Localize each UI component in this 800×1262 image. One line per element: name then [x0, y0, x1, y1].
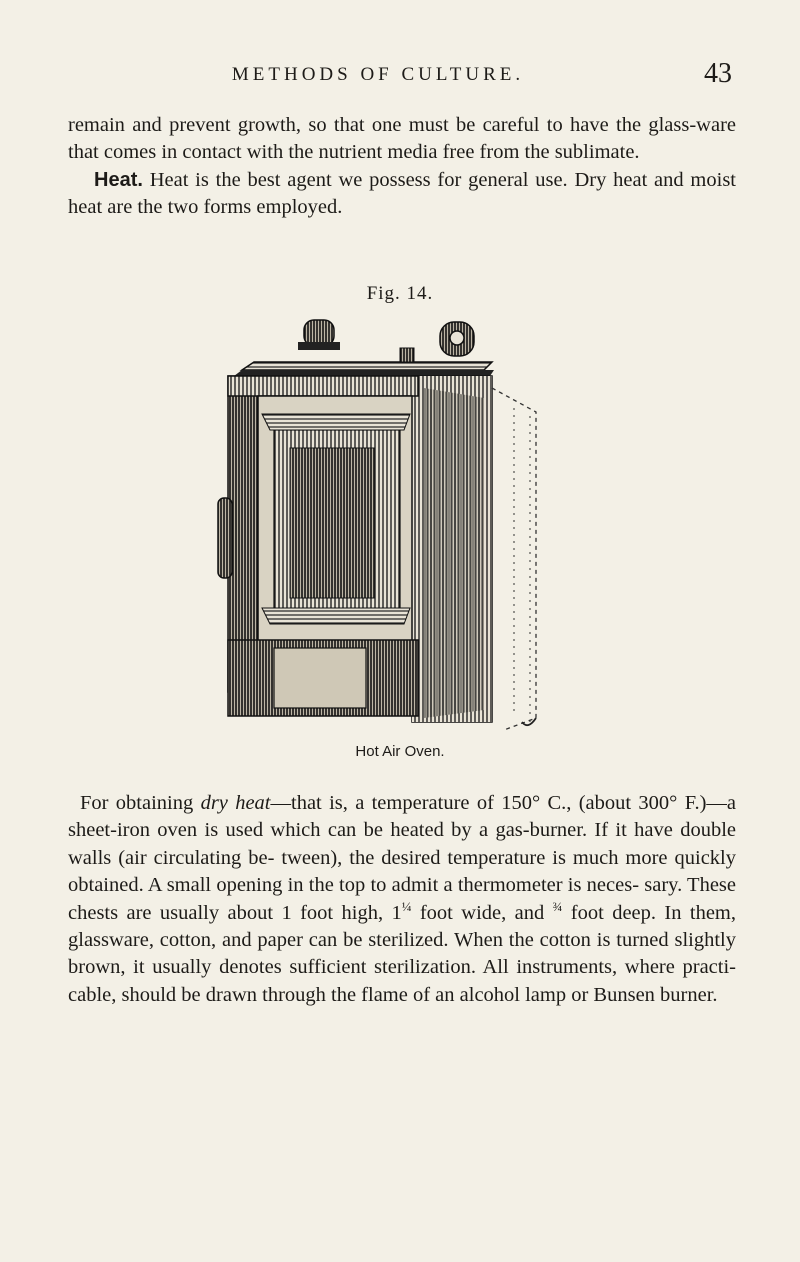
italic-term: dry heat — [200, 792, 271, 814]
paragraph-text: For obtaining — [80, 792, 201, 814]
paragraph-dry-heat — [68, 790, 736, 1009]
paragraph-text: foot deep. In them, glassware, cotton, and paper can be sterilized. When the cotton is turned slightly brown, it usually denotes sufficient sterilization. All instruments, where practi- cable, should be drawn through the flame of an alcohol lamp or Bunsen burner. — [68, 901, 736, 1006]
fraction-three-quarters: ¾ — [552, 898, 563, 914]
paragraph-text: remain and prevent growth, so that one must be careful to have the glass-ware that comes in contact with the nutrient media free from the sublimate. — [68, 114, 736, 164]
hot-air-oven-illustration — [214, 318, 554, 740]
figure-caption: Hot Air Oven. — [355, 743, 445, 760]
top-knob-right-icon — [440, 322, 474, 356]
section-lead-heat: Heat. — [94, 168, 143, 191]
figure-label: Fig. 14. — [366, 283, 434, 304]
page-number: 43 — [704, 58, 732, 89]
running-head: METHODS OF CULTURE. — [231, 64, 525, 85]
paragraph-sublimate-heat — [68, 112, 736, 222]
fraction-quarter: ¼ — [401, 898, 412, 914]
top-knob-left-icon — [298, 320, 340, 350]
paragraph-text: foot wide, and — [411, 901, 553, 924]
paragraph-text: Heat is the best agent we possess for general use. Dry heat and moist heat are the two forms employed. — [68, 168, 736, 219]
paragraph-text: —that is, a temperature of 150° C., (about 300° F.)—a sheet-iron oven is used which can be heated by a gas-burner. If it have double walls (air circulating be- tween), the desired temperature is much more quickly obtained. A small opening in the top to admit a thermometer is neces- sary. These chests are usually about 1 foot high, 1 — [68, 792, 736, 924]
